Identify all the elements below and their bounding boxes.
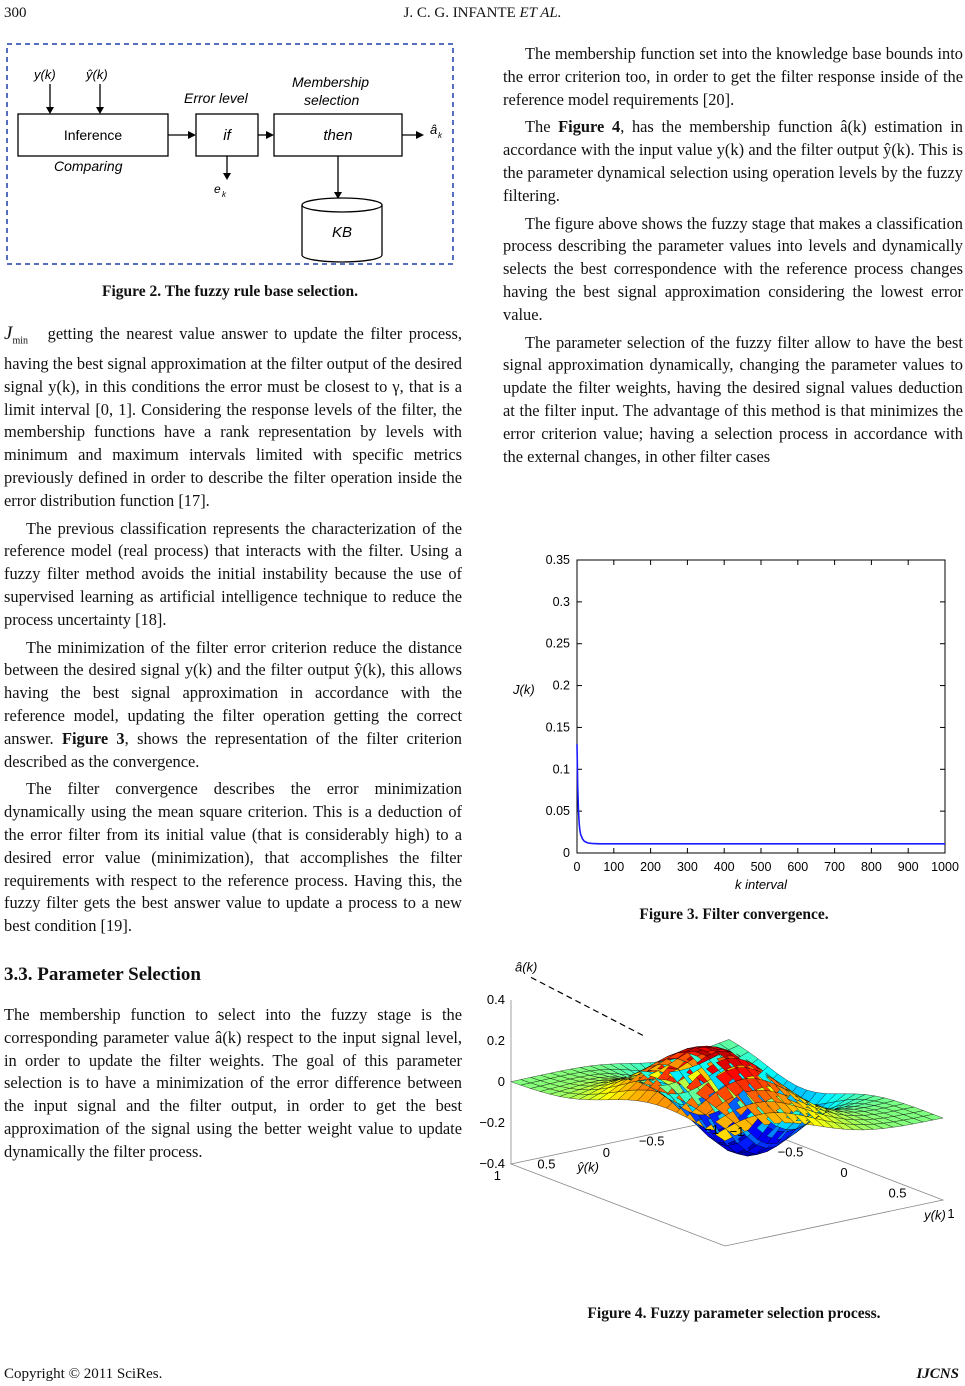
z-tick-label: 0.2 — [486, 1033, 505, 1048]
if-label: if — [223, 127, 231, 144]
x-tick-label: 800 — [860, 860, 882, 874]
then-label: then — [323, 127, 353, 144]
paragraph-r4: The parameter selection of the fuzzy filter allow to have the best signal approximation dynamically, changing the parameter values to update the filter weights, having the desired signal values deduction at the filter input. The advantage of this method is that minimizes the error criterion value; having a selection process in accordance with the external changes, in other filter cases — [503, 332, 963, 466]
paragraph-3 — [4, 637, 462, 774]
y-tick-label: 1 — [493, 1168, 501, 1183]
z-tick-label: −0.4 — [479, 1156, 505, 1171]
x-tick-label: 600 — [787, 860, 809, 874]
figure-4-caption: Figure 4. Fuzzy parameter selection process. — [587, 1305, 881, 1322]
x-tick-label: 1000 — [931, 860, 959, 874]
paragraph-r1: The membership function set into the knowledge base bounds into the error criterion too, in order to get the filter response inside of the reference model requirements [20]. — [503, 44, 963, 109]
figure-3-chart — [505, 548, 963, 893]
inference-label: Inference — [63, 127, 123, 143]
figure-3-ref: Figure 3 — [61, 728, 125, 748]
z-tick-label: 0 — [497, 1074, 505, 1089]
figure-3-caption: Figure 3. Filter convergence. — [639, 906, 829, 923]
x-tick-label: 0.5 — [888, 1185, 907, 1201]
z-tick-label: 0.4 — [486, 992, 505, 1007]
y-tick-label: 0.25 — [545, 636, 570, 651]
paragraph-r2 — [503, 116, 963, 207]
y-tick-label: 0.35 — [545, 553, 570, 567]
label-yk: y(k) — [34, 67, 56, 82]
journal-name: IJCNS — [916, 1366, 959, 1382]
figure-2-diagram — [6, 43, 454, 265]
paragraph-5: The membership function to select into the fuzzy stage is the corresponding parameter value â(k) respect to the input signal level, in order to update the filter weights. The goal of this parameter selection is to have a minimization of the error difference between the input signal and the filter output, in order to get the best approximation of the signal using the better weight value to update dynamically the filter process. — [4, 1005, 462, 1161]
x-tick-label: 300 — [676, 860, 698, 874]
paragraph-4: The filter convergence describes the error minimization dynamically using the mean square criterion. This is a deduction of the error filter from its initial value (that is considerably high) to a desired error value (minimization), that accomplishes the filter requirements with respect to the reference process. Having this, the fuzzy filter gets the best answer value to update a process to a new best condition [19]. — [4, 779, 462, 936]
figure-4-surface — [479, 950, 963, 1295]
paragraph-3-end: , shows the representation of the filter criterion described as the convergence. — [4, 728, 462, 771]
label-ak-sub: k — [438, 131, 442, 140]
paragraph-3-text: The minimization of the filter error criterion reduce the distance between the desired signal y(k) and the filter output ŷ(k), this allows having the best signal approximation in accordance with the reference model, updating the filter operation getting the correct answer. — [4, 637, 462, 748]
label-ek-sub: k — [222, 190, 226, 199]
label-membership: Membership — [292, 74, 370, 90]
x-tick-label: 1 — [947, 1206, 955, 1221]
running-header — [0, 5, 965, 22]
x-tick-label: −0.5 — [777, 1144, 804, 1160]
y-tick-label: −0.5 — [638, 1133, 665, 1149]
y-tick-label: 0.5 — [537, 1156, 556, 1172]
y-tick-label: 0.2 — [552, 678, 570, 693]
running-etal: ET AL. — [519, 5, 562, 21]
x-tick-label: 200 — [640, 860, 662, 874]
paragraph-1-text: getting the nearest value answer to update the filter process, having the best signal approximation at the filter output of the desired signal y(k), in this conditions the error must be closest to γ, that is a limit interval [0, 1]. Considering the response levels of the filter, the membership functions have a rank representation by levels with minimum and maximum intervals limited with specific metrics previously defined in order to describe the filter operation inside the error distribution function [17]. — [4, 324, 462, 510]
paragraph-r2-b: , has the membership function â(k) estimation in accordance with the input value y(k) and the filter output ŷ(k). This is the parameter dynamical selection using operation levels by the fuzzy filtering. — [503, 117, 963, 205]
figure-4-ref: Figure 4 — [558, 117, 621, 137]
y-tick-label: 0.3 — [552, 594, 570, 609]
x-tick-label: 0 — [840, 1165, 848, 1180]
label-ak: â — [430, 122, 438, 137]
x-axis-label: k interval — [734, 877, 788, 892]
y-tick-label: 0 — [602, 1145, 610, 1160]
label-selection: selection — [304, 92, 360, 108]
y-tick-label: 0 — [563, 846, 570, 860]
figure-2-caption: Figure 2. The fuzzy rule base selection. — [101, 283, 358, 300]
surface-plot — [479, 950, 963, 1295]
y-tick-label: 0.1 — [552, 762, 570, 777]
x-tick-label: 900 — [897, 860, 919, 874]
label-ek: e — [214, 182, 221, 196]
paragraph-2: The previous classification represents the characterization of the reference model (real process) that interacts with the filter. Using a fuzzy filter method avoids the initial instability because the use of supervised learning as artificial intelligence technique to reduce the process uncertainty [18]. — [4, 518, 462, 629]
fuzzy-rule-diagram — [6, 43, 454, 265]
z-tick-label: −0.2 — [479, 1115, 505, 1130]
paragraph-jmin — [4, 323, 462, 513]
y-tick-label: −1 — [704, 1122, 719, 1137]
convergence-chart — [505, 548, 963, 893]
y-tick-label: 0.05 — [545, 804, 570, 819]
surface-mesh — [511, 1039, 943, 1156]
label-yhat: ŷ(k) — [86, 67, 108, 82]
z-axis-label: â(k) — [515, 959, 538, 975]
section-heading: 3.3. Parameter Selection — [4, 964, 201, 985]
x-tick-label: 500 — [750, 860, 772, 874]
y-tick-label: 0.15 — [545, 720, 570, 735]
page-number: 300 — [4, 5, 27, 21]
x-tick-label: −1 — [729, 1124, 745, 1139]
x-tick-label: 400 — [713, 860, 735, 874]
label-comparing: Comparing — [54, 158, 123, 174]
left-column — [4, 323, 462, 1164]
running-title: J. C. G. INFANTE — [403, 5, 516, 21]
x-tick-label: 700 — [824, 860, 846, 874]
x-tick-label: 0 — [573, 860, 581, 874]
right-column — [503, 43, 963, 468]
label-error-level: Error level — [184, 90, 248, 106]
y-axis-label: J(k) — [513, 681, 535, 697]
symbol-jmin-sub: min — [12, 335, 28, 347]
x-tick-label: 100 — [603, 860, 625, 874]
paragraph-r2-a: The — [525, 117, 559, 137]
x-axis-label: y(k) — [924, 1207, 946, 1223]
plot-frame — [577, 560, 945, 853]
y-axis-label: ŷ(k) — [577, 1159, 599, 1175]
copyright: Copyright © 2011 SciRes. — [4, 1366, 163, 1382]
kb-label: KB — [331, 224, 353, 241]
leader-line — [531, 977, 646, 1036]
paragraph-r3: The figure above shows the fuzzy stage that makes a classification process describing the parameter values into levels and dynamically selects the best correspondence with the reference process changes having the best signal approximation considering the lowest error value. — [503, 213, 963, 324]
symbol-jmin: J — [4, 323, 13, 344]
